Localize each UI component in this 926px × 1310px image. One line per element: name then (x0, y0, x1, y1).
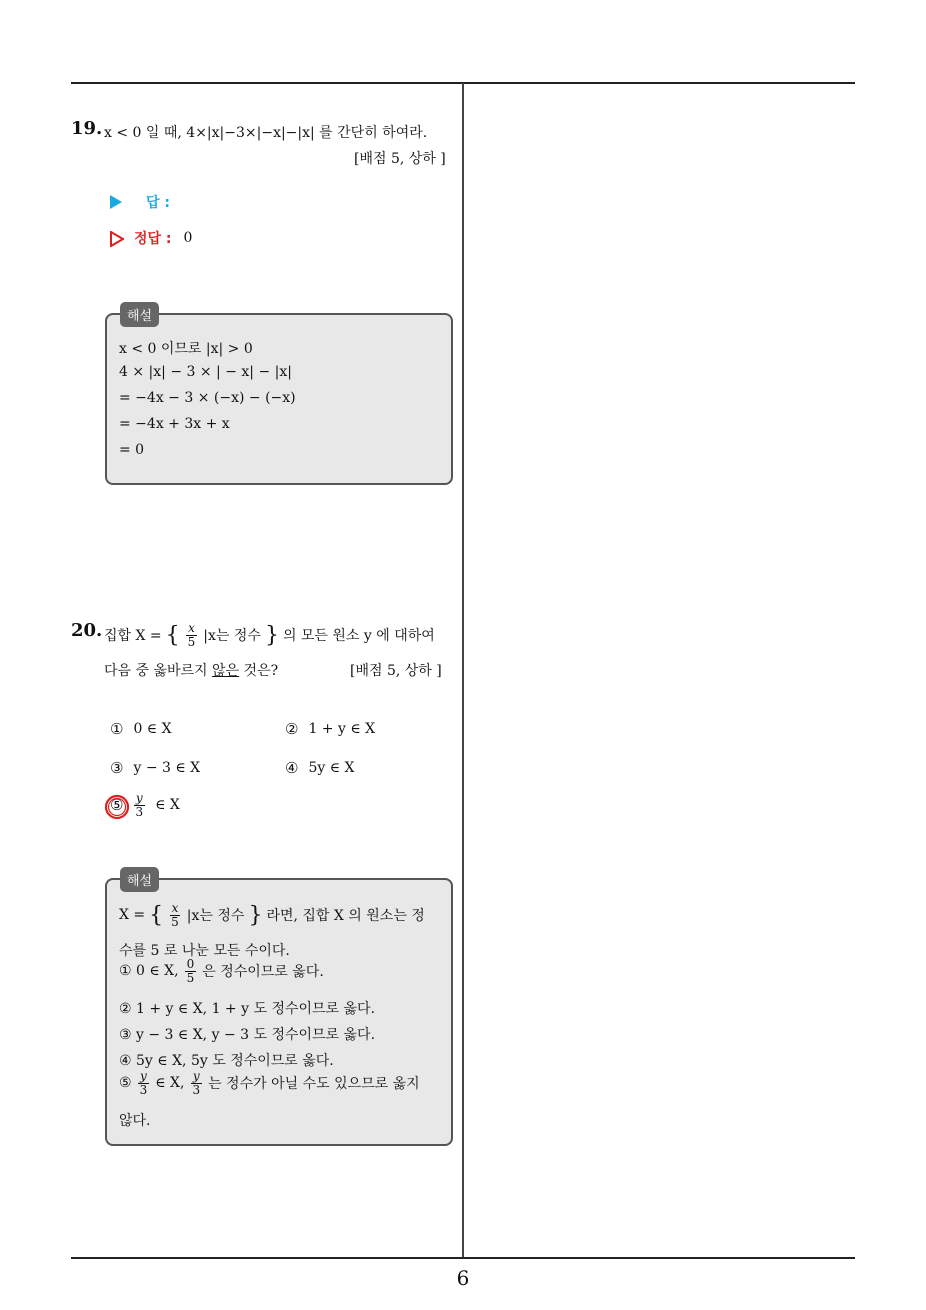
q19-number: 19. (71, 118, 103, 139)
explain-text: 는 정수가 아닐 수도 있으므로 옳지 (208, 1076, 420, 1093)
explain-text: ① 0 ∈ X, (119, 963, 179, 980)
explain-text: ∈ X, (155, 1075, 185, 1092)
fraction-numerator: x (171, 901, 179, 915)
q20-number: 20. (71, 620, 103, 641)
selected-answer-circle-icon (103, 793, 131, 821)
fraction-denominator: 3 (135, 804, 144, 819)
correct-label: 정답 : (134, 231, 172, 247)
fraction-denominator: 3 (192, 1082, 201, 1097)
q20-explain-line-1 (119, 902, 425, 928)
fraction-numerator: y (192, 1069, 200, 1083)
q20-set-condition: |x는 정수 (203, 628, 261, 645)
choice-text: y − 3 ∈ X (133, 760, 201, 776)
q19-stem: x < 0 일 때, 4×|x|−3×|−x|−|x| 를 간단히 하여라. (104, 125, 428, 141)
q20-set-fraction (186, 622, 198, 648)
choice-mark: ④ (285, 759, 299, 777)
choice-text: 0 ∈ X (133, 721, 172, 737)
choice-text: 1 + y ∈ X (308, 721, 376, 737)
fraction-numerator: y (135, 791, 143, 805)
fraction-denominator: 5 (171, 914, 179, 929)
explain-fraction (185, 958, 197, 984)
choice-mark: ⑤ (110, 796, 124, 815)
explain-text: 라면, 집합 X 의 원소는 정 (266, 908, 425, 925)
explain-text: ⑤ (119, 1075, 132, 1092)
q20-explain-line-3 (119, 958, 324, 984)
q19-explain-line: x < 0 이므로 |x| > 0 (119, 341, 253, 357)
q20-explanation-box (105, 878, 453, 1146)
q20-stem-line2 (104, 660, 278, 680)
q19-explain-line: = −4x − 3 × (−x) − (−x) (119, 390, 296, 406)
q20-meta: [배점 5, 상하 ] (350, 663, 442, 679)
choice-1[interactable] (110, 720, 172, 738)
q19-explanation-tag: 해설 (120, 302, 159, 327)
left-brace: { (149, 902, 164, 928)
explain-text: 은 정수이므로 옳다. (202, 964, 324, 981)
explain-fraction (190, 1070, 202, 1096)
q19-explain-line: = 0 (119, 442, 145, 458)
fraction-denominator: 5 (187, 634, 196, 649)
play-icon (110, 195, 122, 209)
left-brace: { (165, 622, 180, 648)
right-brace: } (248, 902, 263, 928)
fraction-denominator: 3 (139, 1082, 148, 1097)
q20-stem-line2-b: 것은? (239, 663, 279, 679)
choice-mark: ② (285, 720, 299, 738)
q20-stem (104, 622, 435, 648)
fraction-numerator: 0 (186, 957, 195, 971)
q19-explanation-box (105, 313, 453, 485)
fraction-denominator: 5 (186, 970, 195, 985)
q20-stem-underline: 않은 (212, 663, 240, 679)
choice-4[interactable] (285, 759, 355, 777)
correct-value: 0 (183, 230, 193, 246)
fraction-numerator: y (139, 1069, 147, 1083)
play-outline-icon (110, 231, 122, 245)
choice-text: ∈ X (155, 797, 180, 814)
q20-stem-prefix: 집합 X = (104, 628, 162, 645)
q19-explain-line: = −4x + 3x + x (119, 416, 230, 432)
q20-explain-line-7 (119, 1070, 420, 1096)
choice-3[interactable] (110, 759, 200, 777)
page-number: 6 (456, 1266, 470, 1290)
choice-mark: ① (110, 720, 124, 738)
explain-text: X = (119, 907, 146, 924)
column-divider (462, 83, 464, 1257)
q20-explain-line-5: ③ y − 3 ∈ X, y − 3 도 정수이므로 옳다. (119, 1027, 376, 1043)
explain-fraction (169, 902, 181, 928)
bottom-rule (71, 1257, 855, 1259)
q20-explain-line-8: 않다. (119, 1113, 151, 1129)
q19-correct-row (110, 228, 192, 248)
q19-answer-row (110, 192, 170, 212)
q19-explain-line: 4 × |x| − 3 × | − x| − |x| (119, 364, 292, 380)
choice-mark: ③ (110, 759, 124, 777)
choice-text: 5y ∈ X (308, 760, 355, 776)
q20-explain-line-2: 수를 5 로 나눈 모든 수이다. (119, 943, 290, 959)
explain-fraction (138, 1070, 150, 1096)
choice-5-fraction (133, 792, 145, 818)
fraction-numerator: x (188, 621, 195, 635)
q20-stem-suffix: 의 모든 원소 y 에 대하여 (282, 628, 435, 645)
q20-explain-line-6: ④ 5y ∈ X, 5y 도 정수이므로 옳다. (119, 1053, 334, 1069)
q19-meta: [배점 5, 상하 ] (354, 151, 446, 167)
q20-explain-line-4: ② 1 + y ∈ X, 1 + y 도 정수이므로 옳다. (119, 1001, 376, 1017)
q20-stem-line2-a: 다음 중 옳바르지 (104, 663, 213, 679)
right-brace: } (264, 622, 279, 648)
choice-2[interactable] (285, 720, 375, 738)
answer-label: 답 : (146, 195, 170, 211)
explain-text: |x는 정수 (186, 908, 245, 925)
q20-explanation-tag: 해설 (120, 867, 159, 892)
